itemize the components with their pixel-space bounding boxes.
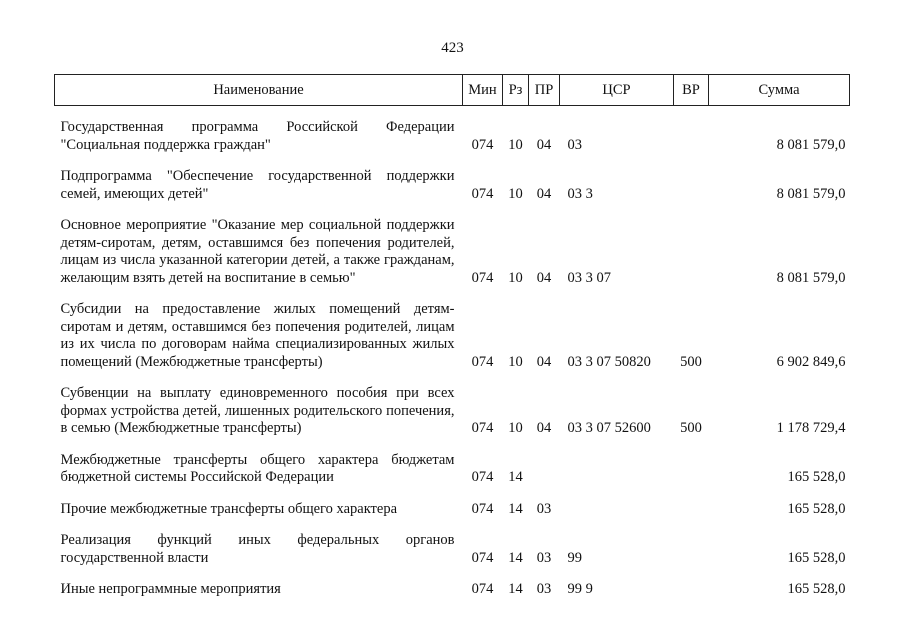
table-header-row — [55, 75, 850, 106]
row-name: Подпрограмма "Обеспечение государственной поддержки семей, имеющих детей" — [60, 168, 455, 202]
row-rz: 14 — [508, 500, 523, 517]
row-rz: 10 — [508, 353, 523, 370]
header-csr: ЦСР — [560, 75, 674, 106]
row-rz: 10 — [508, 420, 523, 436]
row-csr: 03 3 — [567, 185, 593, 202]
row-sum: 6 902 849,6 — [776, 353, 846, 370]
row-name: Реализация функций иных федеральных органов государственной власти — [60, 532, 455, 566]
header-rz: Рз — [503, 75, 529, 106]
row-pr: 04 — [536, 136, 552, 153]
row-sum: 165 528,0 — [787, 549, 846, 566]
row-min: 074 — [471, 185, 494, 202]
header-min: Мин — [463, 75, 503, 106]
row-vr — [674, 492, 709, 524]
row-pr: 04 — [536, 420, 552, 436]
header-sum: Сумма — [709, 75, 850, 106]
row-csr — [560, 443, 674, 492]
row-sum: 165 528,0 — [787, 469, 846, 485]
row-vr — [674, 523, 709, 572]
row-name: Иные непрограммные мероприятия — [60, 581, 281, 597]
row-pr: 03 — [536, 581, 552, 597]
table-row — [55, 376, 850, 443]
row-min: 074 — [471, 353, 494, 370]
row-vr: 500 — [680, 420, 702, 436]
table-row — [55, 492, 850, 524]
page-number: 423 — [441, 40, 464, 56]
row-name: Прочие межбюджетные трансферты общего характера — [60, 500, 398, 517]
row-pr: 04 — [536, 353, 552, 370]
budget-table — [54, 74, 850, 604]
row-min: 074 — [471, 581, 494, 597]
table-row — [55, 572, 850, 604]
row-sum: 8 081 579,0 — [776, 185, 846, 202]
row-vr — [674, 443, 709, 492]
row-pr — [529, 443, 560, 492]
row-pr: 03 — [536, 549, 552, 566]
row-vr — [674, 106, 709, 160]
table-row — [55, 159, 850, 208]
row-rz: 14 — [508, 581, 523, 597]
header-vr: ВР — [674, 75, 709, 106]
row-csr: 03 3 07 50820 — [567, 353, 651, 370]
row-csr: 03 3 07 52600 — [567, 420, 651, 436]
row-pr: 03 — [536, 500, 552, 517]
row-rz: 10 — [508, 185, 523, 202]
row-rz: 14 — [508, 469, 523, 485]
row-name: Государственная программа Российской Федерации "Социальная поддержка граждан" — [60, 119, 455, 153]
row-min: 074 — [471, 500, 494, 517]
header-pr: ПР — [529, 75, 560, 106]
row-sum: 165 528,0 — [787, 500, 846, 517]
row-name: Субвенции на выплату единовременного пособия при всех формах устройства детей, лишенных родительского попечения, в семью (Межбюджетные трансферты) — [60, 385, 455, 436]
row-sum: 8 081 579,0 — [776, 269, 846, 286]
row-min: 074 — [471, 420, 494, 436]
table-row — [55, 208, 850, 292]
row-sum: 1 178 729,4 — [776, 420, 846, 436]
row-name: Межбюджетные трансферты общего характера бюджетам бюджетной системы Российской Федерации — [60, 451, 455, 485]
row-pr: 04 — [536, 269, 552, 286]
row-rz: 14 — [508, 549, 523, 566]
row-csr: 03 — [567, 136, 582, 153]
table-row — [55, 292, 850, 376]
row-name: Субсидии на предоставление жилых помещений детям-сиротам и детям, оставшимся без попечения родителей, лицам из их числа по договорам найма специализированных жилых помещений (Межбюджетные трансферты) — [60, 301, 455, 370]
row-name: Основное мероприятие "Оказание мер социальной поддержки детям-сиротам, детям, оставшимся без попечения родителей, лицам из числа указанной категории детей, а также гражданам, желающим взять детей на воспитание в семью" — [60, 217, 455, 286]
row-csr — [560, 492, 674, 524]
table-row — [55, 443, 850, 492]
row-csr: 99 — [567, 549, 582, 566]
row-vr — [674, 572, 709, 604]
header-name: Наименование — [55, 75, 463, 106]
row-min: 074 — [471, 136, 494, 153]
table-row — [55, 523, 850, 572]
row-rz: 10 — [508, 269, 523, 286]
row-csr: 99 9 — [567, 581, 593, 597]
row-sum: 8 081 579,0 — [776, 136, 846, 153]
row-pr: 04 — [536, 185, 552, 202]
row-rz: 10 — [508, 136, 523, 153]
row-vr — [674, 159, 709, 208]
row-vr: 500 — [680, 353, 702, 370]
row-min: 074 — [471, 469, 494, 485]
row-min: 074 — [471, 269, 494, 286]
row-sum: 165 528,0 — [787, 581, 846, 597]
row-vr — [674, 208, 709, 292]
table-row — [55, 106, 850, 160]
row-csr: 03 3 07 — [567, 269, 611, 286]
row-min: 074 — [471, 549, 494, 566]
